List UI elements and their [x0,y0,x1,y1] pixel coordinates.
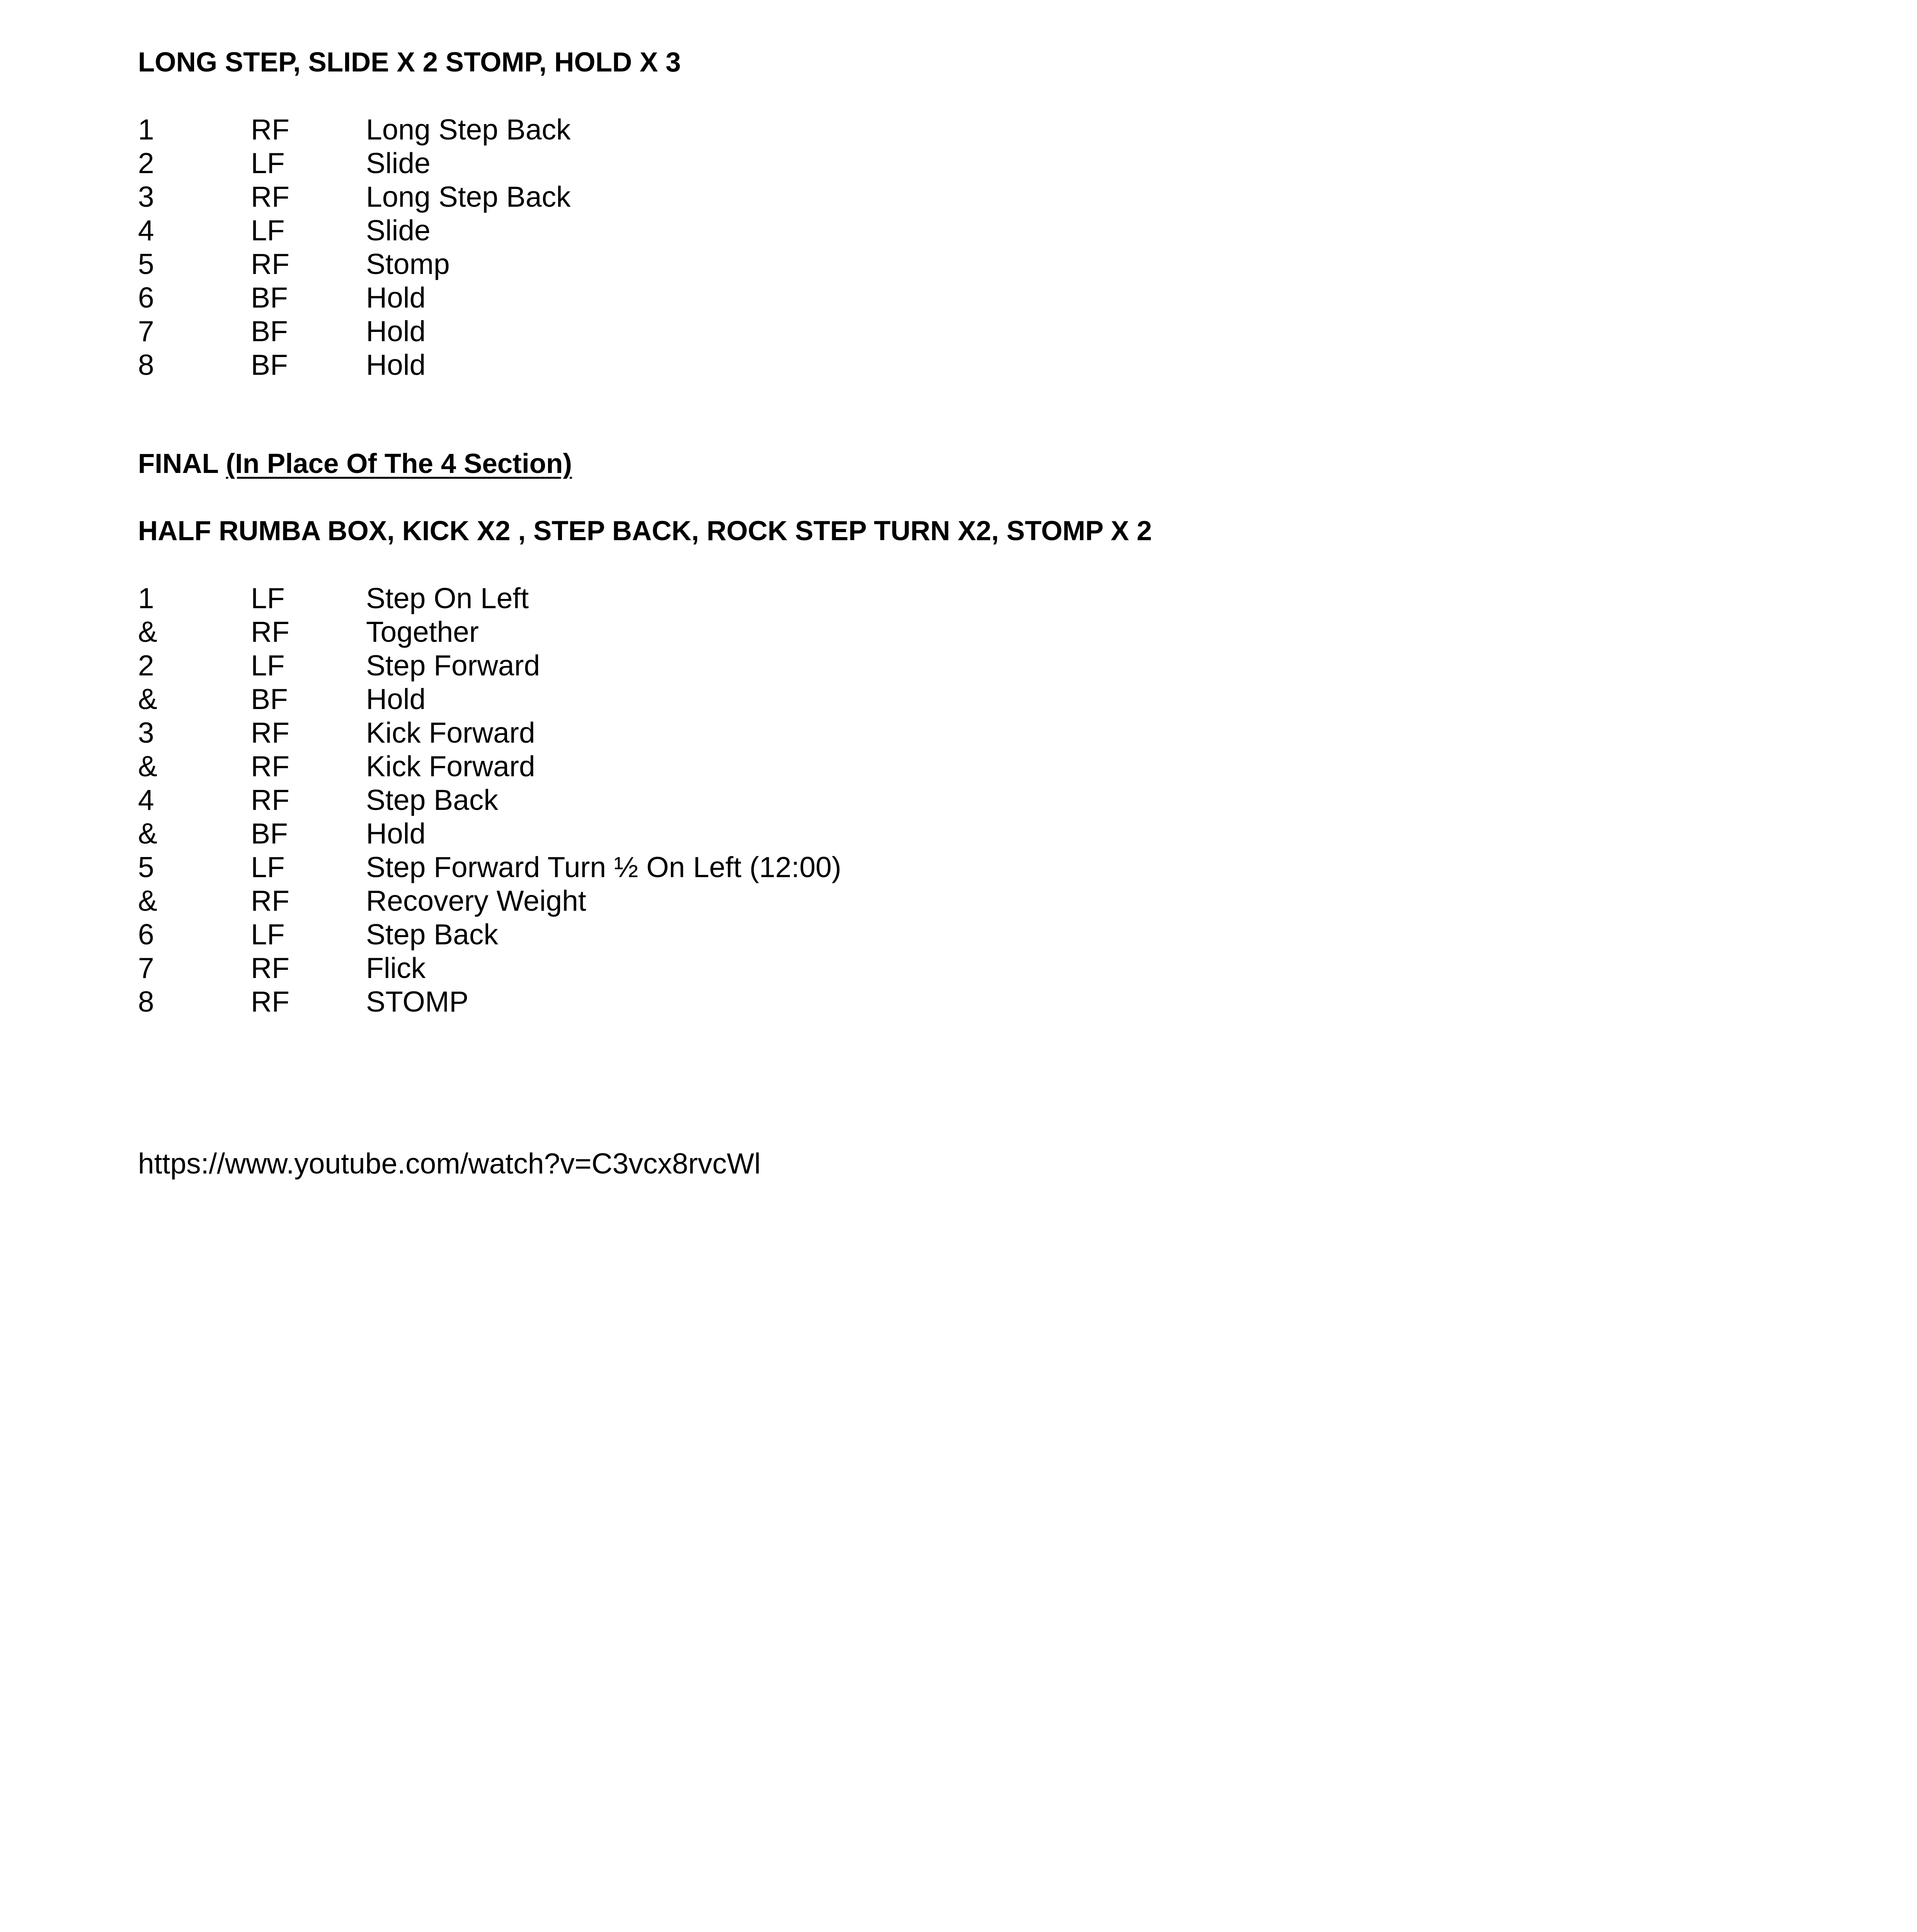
step-foot: BF [251,817,288,850]
step-description: Kick Forward [366,716,535,749]
step-description: Slide [366,147,431,179]
section-2-title: HALF RUMBA BOX, KICK X2 , STEP BACK, ROCK STEP TURN X2, STOMP X 2 [138,516,1152,546]
step-row [138,750,1297,783]
step-foot: LF [251,918,285,951]
step-foot: RF [251,884,289,917]
step-row [138,582,1297,615]
step-description: Long Step Back [366,180,571,213]
step-row [138,315,1297,348]
step-foot: LF [251,582,285,614]
step-description: Flick [366,952,426,984]
step-row [138,716,1297,750]
step-description: Stomp [366,248,450,280]
step-row [138,348,1297,382]
step-count: & [138,884,158,917]
step-row [138,817,1297,850]
step-foot: RF [251,616,289,648]
youtube-link[interactable]: https://www.youtube.com/watch?v=C3vcx8rvcWl [138,1147,761,1180]
step-row [138,682,1297,716]
step-description: Slide [366,214,431,247]
step-foot: RF [251,952,289,984]
step-foot: RF [251,985,289,1018]
step-count: 3 [138,716,154,749]
step-description: Recovery Weight [366,884,586,917]
step-row [138,649,1297,682]
step-count: 1 [138,113,154,146]
step-row [138,850,1297,884]
step-description: Step Forward Turn ½ On Left (12:00) [366,851,841,883]
section-1-steps [138,113,1297,382]
step-row [138,113,1297,146]
step-foot: BF [251,683,288,715]
step-row [138,951,1297,985]
step-count: & [138,616,158,648]
step-row [138,247,1297,281]
step-count: & [138,817,158,850]
step-row [138,985,1297,1019]
step-count: 1 [138,582,154,614]
step-description: Kick Forward [366,750,535,782]
final-label: FINAL [138,449,218,479]
step-description: Step Back [366,784,498,816]
step-count: 8 [138,349,154,381]
step-row [138,615,1297,649]
step-count: 6 [138,918,154,951]
step-description: Hold [366,315,426,347]
step-foot: LF [251,214,285,247]
step-count: 7 [138,315,154,347]
step-count: 2 [138,147,154,179]
step-description: Hold [366,349,426,381]
step-foot: RF [251,784,289,816]
step-description: Step On Left [366,582,529,614]
step-row [138,281,1297,315]
step-description: Step Forward [366,649,540,682]
step-foot: BF [251,349,288,381]
step-count: 4 [138,214,154,247]
step-foot: RF [251,248,289,280]
step-row [138,918,1297,951]
step-count: 5 [138,248,154,280]
step-row [138,214,1297,247]
step-count: 2 [138,649,154,682]
step-description: Step Back [366,918,498,951]
step-description: Together [366,616,479,648]
step-row [138,884,1297,918]
step-row [138,146,1297,180]
final-heading [138,447,572,481]
step-count: 8 [138,985,154,1018]
step-count: & [138,683,158,715]
step-foot: LF [251,649,285,682]
section-2-steps [138,582,1297,1019]
step-foot: RF [251,750,289,782]
step-foot: RF [251,716,289,749]
step-foot: RF [251,113,289,146]
step-count: & [138,750,158,782]
step-count: 5 [138,851,154,883]
step-foot: LF [251,851,285,883]
step-row [138,783,1297,817]
step-count: 7 [138,952,154,984]
step-count: 6 [138,281,154,314]
step-row [138,180,1297,214]
step-description: Hold [366,817,426,850]
step-description: Hold [366,281,426,314]
step-description: STOMP [366,985,469,1018]
section-1-title: LONG STEP, SLIDE X 2 STOMP, HOLD X 3 [138,47,681,78]
step-description: Long Step Back [366,113,571,146]
step-foot: RF [251,180,289,213]
step-foot: LF [251,147,285,179]
final-note: (In Place Of The 4 Section) [226,449,572,479]
step-description: Hold [366,683,426,715]
step-foot: BF [251,281,288,314]
step-foot: BF [251,315,288,347]
step-count: 3 [138,180,154,213]
step-count: 4 [138,784,154,816]
